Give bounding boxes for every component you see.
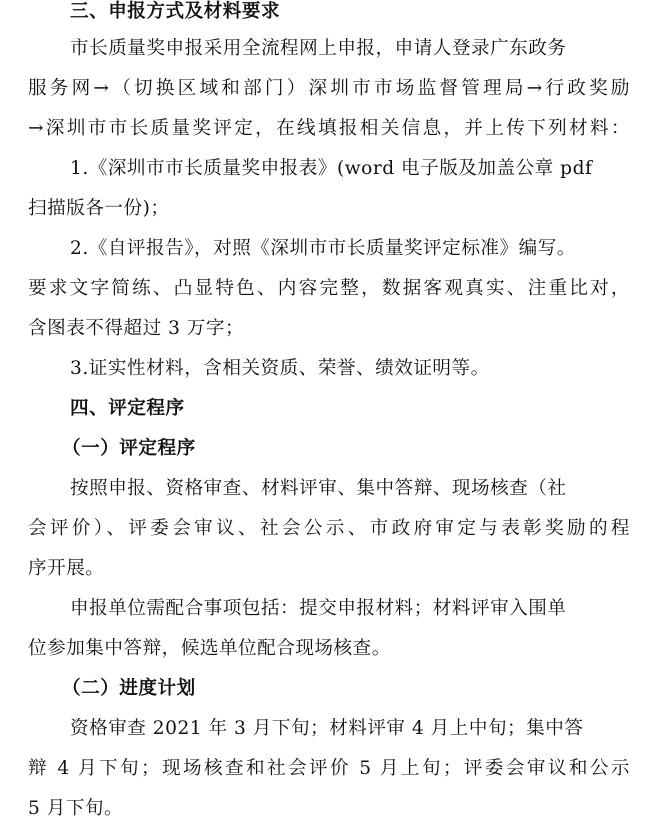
paragraph-line: 5 月下旬。 bbox=[28, 798, 124, 819]
subsection-heading-schedule: （二）进度计划 bbox=[62, 678, 196, 699]
section-heading-application: 三、申报方式及材料要求 bbox=[70, 1, 281, 22]
list-item-line: 3.证实性材料，含相关资质、荣誉、绩效证明等。 bbox=[70, 358, 490, 379]
list-item-line: 扫描版各一份)； bbox=[28, 198, 170, 219]
paragraph-line: 按照申报、资格审查、材料评审、集中答辩、现场核查（社 bbox=[70, 478, 567, 499]
list-item-line: 含图表不得超过 3 万字； bbox=[28, 318, 245, 339]
paragraph-line: 序开展。 bbox=[28, 558, 105, 579]
subsection-heading-procedure: （一）评定程序 bbox=[62, 438, 196, 459]
paragraph-line: 辩 4 月下旬；现场核查和社会评价 5 月上旬；评委会审议和公示 bbox=[28, 758, 630, 779]
list-item-line: 要求文字简练、凸显特色、内容完整，数据客观真实、注重比对， bbox=[28, 278, 630, 299]
list-item-line: 1.《深圳市市长质量奖申报表》(word 电子版及加盖公章 pdf bbox=[70, 158, 593, 179]
paragraph-line: 市长质量奖申报采用全流程网上申报，申请人登录广东政务 bbox=[70, 38, 567, 59]
paragraph-line: 资格审查 2021 年 3 月下旬；材料评审 4 月上中旬；集中答 bbox=[70, 718, 584, 739]
paragraph-line: 申报单位需配合事项包括：提交申报材料；材料评审入围单 bbox=[70, 598, 567, 619]
paragraph-line: 会评价）、评委会审议、社会公示、市政府审定与表彰奖励的程 bbox=[28, 518, 630, 539]
section-heading-procedure: 四、评定程序 bbox=[70, 398, 185, 419]
list-item-line: 2.《自评报告》，对照《深圳市市长质量奖评定标准》编写。 bbox=[70, 238, 576, 259]
paragraph-line: 服务网→（切换区域和部门）深圳市市场监督管理局→行政奖励 bbox=[28, 78, 630, 99]
paragraph-line: 位参加集中答辩，候选单位配合现场核查。 bbox=[28, 638, 391, 659]
paragraph-line: →深圳市市长质量奖评定，在线填报相关信息，并上传下列材料： bbox=[28, 118, 630, 139]
